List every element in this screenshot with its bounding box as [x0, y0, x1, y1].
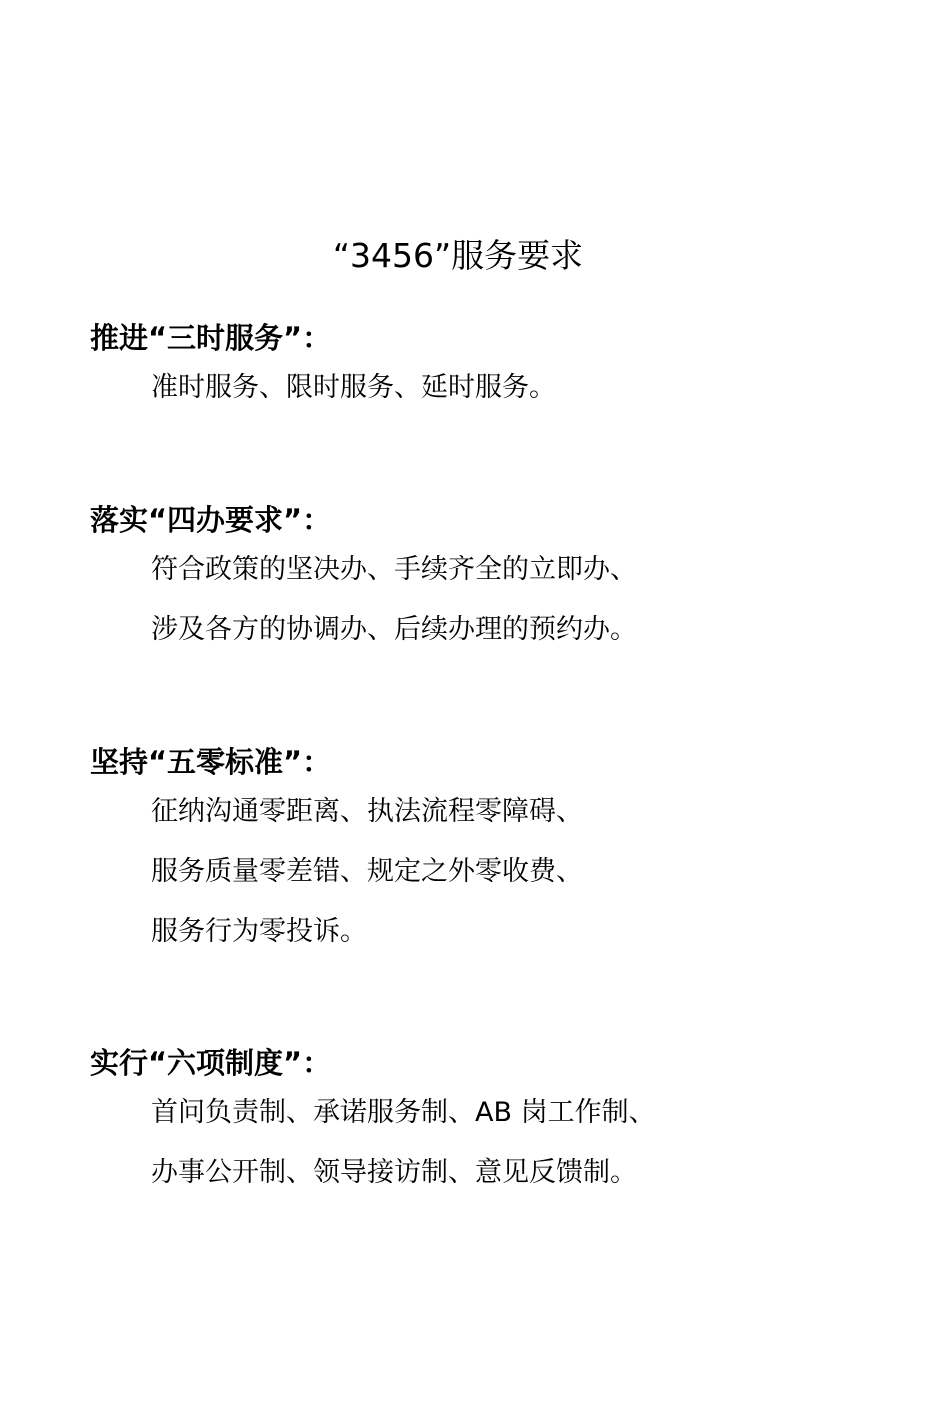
section-line: 服务质量零差错、规定之外零收费、: [151, 856, 583, 887]
section-line: 首问负责制、承诺服务制、AB 岗工作制、: [151, 1097, 656, 1128]
section-line: 办事公开制、领导接访制、意见反馈制。: [151, 1157, 637, 1188]
section-four-handling-requirements: [90, 500, 910, 660]
page-title: “3456”服务要求: [332, 236, 584, 275]
section-line: 准时服务、限时服务、延时服务。: [151, 372, 556, 403]
section-five-zero-standards: [90, 742, 910, 962]
section-three-time-service: [90, 318, 910, 418]
section-line: 涉及各方的协调办、后续办理的预约办。: [151, 614, 637, 645]
section-line: 符合政策的坚决办、手续齐全的立即办、: [151, 554, 637, 585]
section-body: [90, 540, 910, 660]
section-heading: 实行“六项制度”：: [90, 1046, 332, 1080]
section-line: 征纳沟通零距离、执法流程零障碍、: [151, 796, 583, 827]
section-body: [90, 358, 910, 418]
section-heading: 推进“三时服务”：: [90, 321, 332, 355]
section-heading: 落实“四办要求”：: [90, 503, 332, 537]
section-heading: 坚持“五零标准”：: [90, 745, 332, 779]
section-six-systems: [90, 1043, 910, 1203]
section-body: [90, 782, 910, 962]
section-line: 服务行为零投诉。: [151, 916, 367, 947]
section-body: [90, 1083, 910, 1203]
